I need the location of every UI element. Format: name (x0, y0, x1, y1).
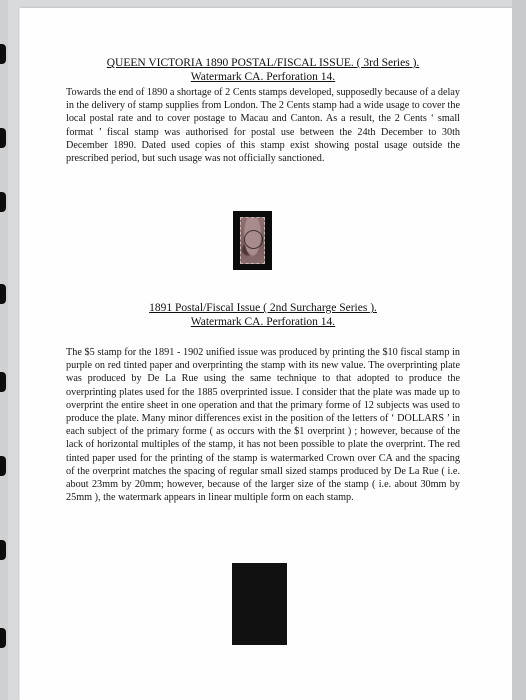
binder-hole (0, 192, 6, 212)
binder-hole (0, 372, 6, 392)
section-2-heading (0, 301, 526, 329)
binder-hole (0, 540, 6, 560)
stamp-mount-2 (232, 563, 287, 645)
stamp-mount-1 (233, 211, 272, 270)
section-1-subtitle: Watermark CA. Perforation 14. (190, 71, 336, 83)
section-2-title: 1891 Postal/Fiscal Issue ( 2nd Surcharge Series ). (149, 302, 377, 314)
section-2-subtitle: Watermark CA. Perforation 14. (190, 316, 336, 328)
section-1-title: QUEEN VICTORIA 1890 POSTAL/FISCAL ISSUE. ( 3rd Series ). (106, 57, 420, 69)
binder-hole (0, 128, 6, 148)
section-2-paragraph: The $5 stamp for the 1891 - 1902 unified issue was produced by printing the $10 fiscal stamp in purple on red tinted paper and overprinting the stamp with its new value. The overprinting plate was produced by De La Rue using the same technique to that adopted to produce the overprinting plates used for the 1885 overprinted issue. I consider that the plate was made up to overprint the entire sheet in one operation and that the primary forme of 12 subjects was used to produce the plate. Many minor differences exist in the position of the letters of ‘ DOLLARS ’ in each subject of the primary forme ( as occurs with the $1 overprint ) ; however, because of the lack of horizontal multiples of the stamp, it has not been possible to plate the overprint. The red tinted paper used for the printing of the stamp is watermarked Crown over CA and the spacing of the overprint matches the spacing of regular small sized stamps produced by De La Rue ( i.e. about 23mm by 20mm; however, because of the larger size of the stamp ( i.e. about 30mm by 25mm ), the watermark appears in linear multiple form on each stamp. (66, 347, 460, 504)
binder-hole (0, 456, 6, 476)
stamp-2-cents (240, 217, 265, 264)
page-edge (512, 0, 526, 700)
postmark (244, 230, 263, 249)
binder-edge (0, 0, 8, 700)
binder-hole (0, 628, 6, 648)
section-1-heading (0, 56, 526, 84)
section-1-paragraph: Towards the end of 1890 a shortage of 2 Cents stamps developed, supposedly because of a delay in the delivery of stamp supplies from London. The 2 Cents stamp had a wide usage to cover the local postal rate and to cover postage to Macau and Canton. As a result, the 2 Cents ‘ small format ’ fiscal stamp was authorised for postal use between the 24th December to 30th December 1890. Dated used copies of this stamp exist showing postal usage outside the prescribed period, but such usage was not officially sanctioned. (66, 87, 460, 165)
